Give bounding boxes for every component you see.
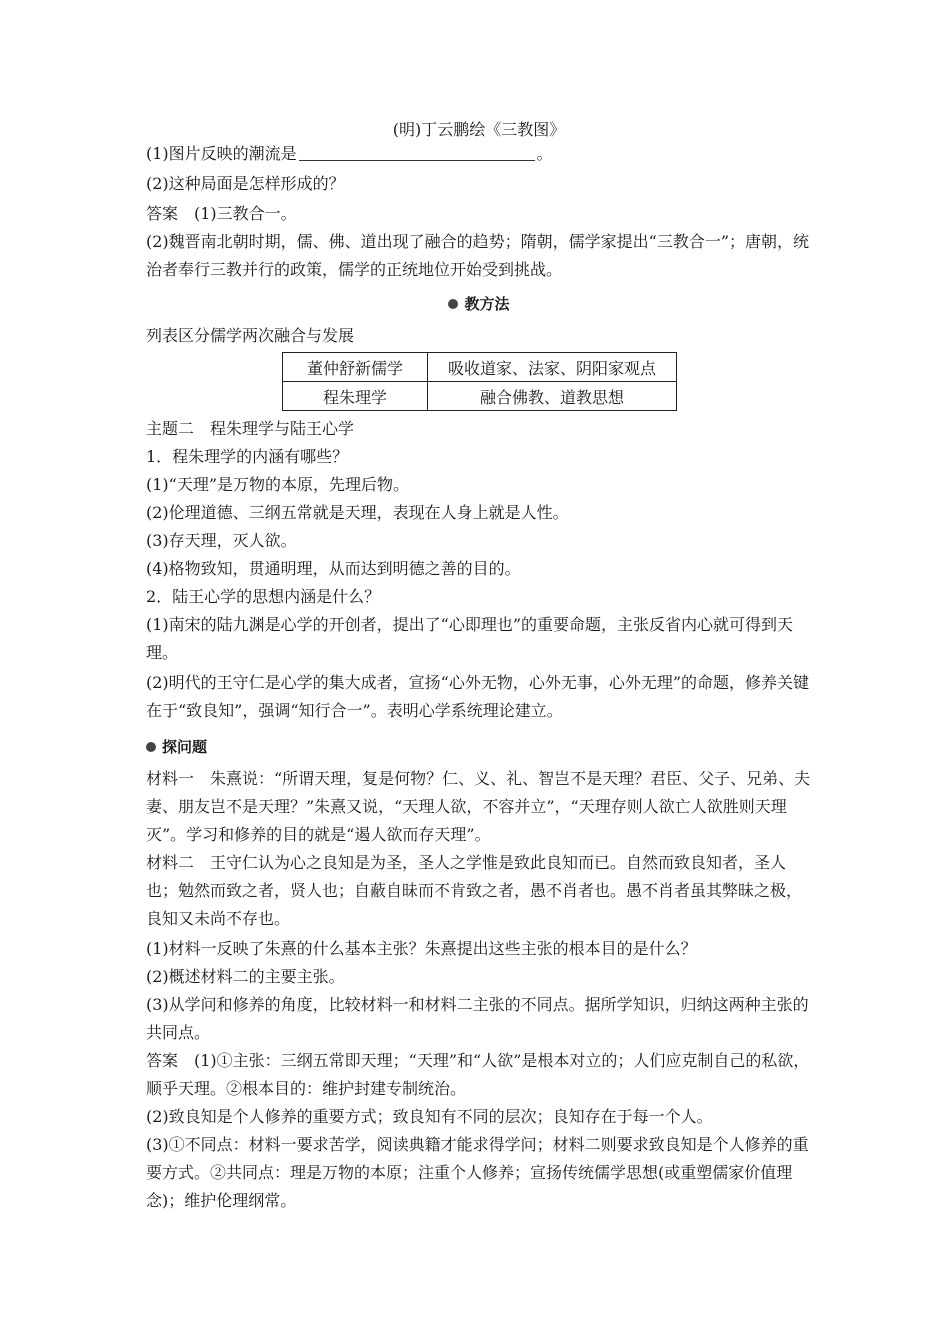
topic-point: (1)“天理”是万物的本原，先理后物。 <box>146 475 410 494</box>
material-1: 材料一 朱熹说：“所谓天理，复是何物？仁、义、礼、智岂不是天理？君臣、父子、兄弟、夫妻、朋友岂不是天理？”朱熹又说，“天理人欲，不容并立”，“天理存则人欲亡人欲胜则天理灭”。学习和修养的目的就是“遏人欲而存天理”。 <box>146 769 811 844</box>
explore-answer-2: (2)致良知是个人修养的重要方式；致良知有不同的层次；良知存在于每一个人。 <box>146 1107 713 1126</box>
explore-question-2: (2)概述材料二的主要主张。 <box>146 967 345 986</box>
table-row <box>283 353 677 382</box>
table-cell: 程朱理学 <box>283 382 428 411</box>
topic-point: (2)伦理道德、三纲五常就是天理，表现在人身上就是人性。 <box>146 503 569 522</box>
figure-caption: (明)丁云鹏绘《三教图》 <box>392 120 566 139</box>
topic-point: (4)格物致知，贯通明理，从而达到明德之善的目的。 <box>146 559 521 578</box>
topic-question-1: 1．程朱理学的内涵有哪些？ <box>146 447 349 466</box>
topic-point: (1)南宋的陆九渊是心学的开创者，提出了“心即理也”的重要命题，主张反省内心就可得到天理。 <box>146 615 794 662</box>
method-heading-text: 教方法 <box>464 295 510 313</box>
explore-question-1: (1)材料一反映了朱熹的什么基本主张？朱熹提出这些主张的根本目的是什么？ <box>146 939 697 958</box>
table-row <box>283 382 677 411</box>
question-2: (2)这种局面是怎样形成的？ <box>146 174 345 193</box>
question-1-text: (1)图片反映的潮流是 <box>146 144 297 163</box>
explore-answer-3: (3)①不同点：材料一要求苦学，阅读典籍才能求得学问；材料二则要求致良知是个人修养的重要方式。②共同点：理是万物的本原；注重个人修养；宣扬传统儒学思想(或重塑儒家价值理念)；维护伦理纲常。 <box>146 1135 809 1210</box>
question-1-end: 。 <box>536 144 553 163</box>
table-title: 列表区分儒学两次融合与发展 <box>146 326 355 345</box>
answer-blank <box>299 144 535 161</box>
material-2: 材料二 王守仁认为心之良知是为圣，圣人之学惟是致此良知而已。自然而致良知者，圣人也；勉然而致之者，贤人也；自蔽自昧而不肯致之者，愚不肖者也。愚不肖者虽其弊昧之极，良知又未尚不存也。 <box>146 853 803 928</box>
answer-2: (2)魏晋南北朝时期，儒、佛、道出现了融合的趋势；隋朝，儒学家提出“三教合一”；唐朝，统治者奉行三教并行的政策，儒学的正统地位开始受到挑战。 <box>146 232 810 279</box>
topic-point: (2)明代的王守仁是心学的集大成者，宣扬“心外无物，心外无事，心外无理”的命题，修养关键在于“致良知”，强调“知行合一”。表明心学系统理论建立。 <box>146 673 810 720</box>
document-page <box>146 118 812 1215</box>
explore-question-3: (3)从学问和修养的角度，比较材料一和材料二主张的不同点。据所学知识，归纳这两种主张的共同点。 <box>146 995 809 1042</box>
method-heading <box>146 292 812 316</box>
bullet-dot-icon <box>448 299 458 309</box>
bullet-dot-icon <box>146 742 156 752</box>
topic-question-2: 2．陆王心学的思想内涵是什么？ <box>146 587 381 606</box>
explore-answer-1: 答案 (1)①主张：三纲五常即天理；“天理”和“人欲”是根本对立的；人们应克制自己的私欲，顺乎天理。②根本目的：维护封建专制统治。 <box>146 1051 810 1098</box>
table-cell: 董仲舒新儒学 <box>283 353 428 382</box>
explore-heading <box>146 735 812 759</box>
table-cell: 融合佛教、道教思想 <box>428 382 677 411</box>
question-1 <box>146 142 812 166</box>
comparison-table <box>282 352 677 411</box>
table-cell: 吸收道家、法家、阴阳家观点 <box>428 353 677 382</box>
topic-point: (3)存天理，灭人欲。 <box>146 531 297 550</box>
answer-1: 答案 (1)三教合一。 <box>146 204 297 223</box>
explore-heading-text: 探问题 <box>162 738 208 756</box>
topic-2-heading: 主题二 程朱理学与陆王心学 <box>146 419 355 438</box>
